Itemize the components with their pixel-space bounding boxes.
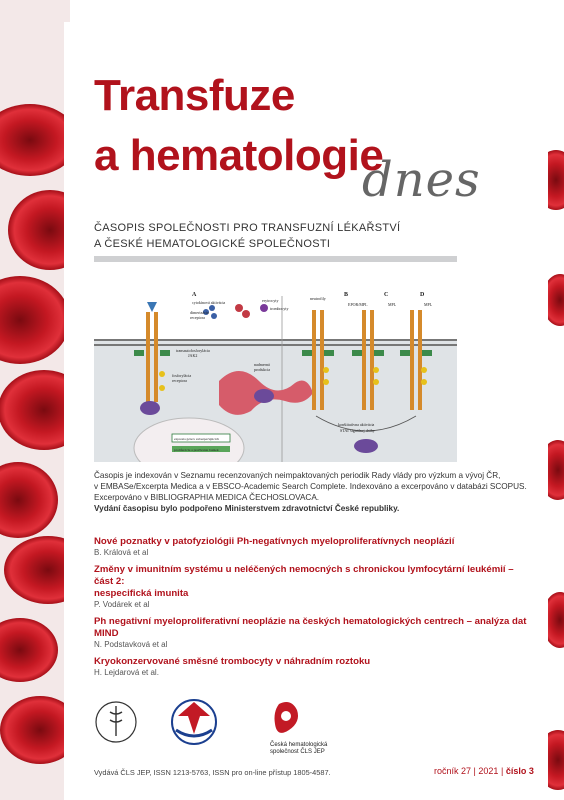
figure-label-rphos2: receptora	[172, 378, 187, 383]
subtitle-line1: ČASOPIS SPOLEČNOSTI PRO TRANSFUZNÍ LÉKAŘSTVÍ	[94, 222, 401, 234]
volume-label: ročník 27	[434, 766, 472, 776]
cls-jep-logo	[96, 702, 136, 742]
journal-title-line1: Transfuze	[94, 71, 295, 120]
figure-label-thrombocytes: trombocyty	[270, 306, 289, 311]
figure-label-geneexp2: proliferáciu a prežívanie buniek	[174, 448, 219, 452]
chs-name-1: Česká hematologická	[270, 742, 328, 748]
article-author: P. Vodárek et al	[94, 600, 150, 609]
article-item[interactable]	[94, 564, 534, 610]
info-line2: v EMBASe/Excerpta Medica a v EBSCO-Academic Search Complete. Indexováno a excerpováno v databázi SCOPUS.	[94, 482, 527, 491]
article-title: Kryokonzervované směsné trombocyty v náhradním roztoku	[94, 656, 371, 667]
article-list	[94, 536, 534, 684]
figure-label-epor-mpl: EPOR/MPL	[348, 302, 368, 307]
cover-figure	[94, 256, 457, 462]
figure-label-erythrocytes: erytrocyty	[262, 298, 279, 303]
chs-name-2: společnost ČLS JEP	[270, 749, 325, 755]
info-line4: Vydání časopisu bylo podpořeno Ministerstvem zdravotnictví České republiky.	[94, 504, 400, 513]
journal-title-dnes: dnes	[362, 152, 481, 208]
info-line1: Časopis je indexován v Seznamu recenzovaných neimpaktovaných periodik Rady vlády pro výzkum a vývoj ČR,	[94, 471, 501, 480]
article-item[interactable]	[94, 616, 534, 650]
issue-info	[434, 766, 534, 776]
figure-label-constitutive2: STAT signálnej dráhy	[340, 428, 375, 433]
figure-label-rphos1: fosforylácia	[172, 373, 192, 378]
figure-label-b: B	[344, 292, 349, 298]
indexing-info	[94, 470, 534, 514]
article-title-cont: nespecifická imunita	[94, 588, 189, 599]
figure-label-c: C	[384, 292, 389, 298]
article-item[interactable]	[94, 656, 534, 678]
issue-label: číslo 3	[505, 766, 534, 776]
figure-label-overprod2: produkcia	[254, 367, 270, 372]
separator: |	[473, 766, 476, 776]
figure-label-dimer1: dimerizácia	[190, 310, 209, 315]
figure-label-mpl-d: MPL	[424, 302, 433, 307]
year-label: 2021	[478, 766, 499, 776]
journal-subtitle	[94, 220, 400, 252]
figure-label-transautophos2: JAK2	[188, 353, 198, 358]
chs-logo	[270, 702, 328, 755]
figure-label-dimer2: receptora	[190, 315, 205, 320]
publisher-footer: Vydává ČLS JEP, ISSN 1213-5763, ISSN pro on-line přístup 1805-4587.	[94, 768, 331, 777]
figure-label-geneexp1: expresia génov zabezpečujúcich	[174, 437, 220, 441]
article-title: Změny v imunitním systému u neléčených nemocných s chronickou lymfocytární leukémií – část 2:	[94, 564, 514, 587]
article-item[interactable]	[94, 536, 534, 558]
figure-label-a: A	[192, 292, 197, 298]
subtitle-line2: A ČESKÉ HEMATOLOGICKÉ SPOLEČNOSTI	[94, 238, 331, 250]
article-author: H. Lejdarová et al.	[94, 668, 159, 677]
article-author: N. Podstavková et al	[94, 640, 168, 649]
article-title: Nové poznatky v patofyziológii Ph-negatívnych myeloproliferatívnych neoplázií	[94, 536, 455, 547]
figure-label-d: D	[420, 292, 425, 298]
article-title: Ph negativní myeloproliferativní neoplázie na českých hematologických centrech – analýza dat MIND	[94, 616, 527, 639]
journal-title-line2: a hematologie	[94, 131, 384, 180]
separator: |	[500, 766, 504, 776]
cover-page	[64, 22, 548, 800]
article-author: B. Králová et al	[94, 548, 149, 557]
society-logos	[94, 690, 394, 760]
figure-label-overprod1: nadmerná	[254, 362, 270, 367]
stl-logo	[172, 700, 216, 744]
figure-label-mpl-c: MPL	[388, 302, 397, 307]
info-line3: Excerpováno v BIBLIOGRAPHIA MEDICA ČECHOSLOVACA.	[94, 493, 320, 502]
figure-label-transautophos1: transautofosforylácia	[176, 348, 210, 353]
figure-label-cytokine: cytokínová aktivácia	[192, 300, 226, 305]
figure-label-neutrophils: neutrofily	[310, 296, 326, 301]
figure-label-constitutive1: konštitutívna aktivácia	[338, 422, 375, 427]
